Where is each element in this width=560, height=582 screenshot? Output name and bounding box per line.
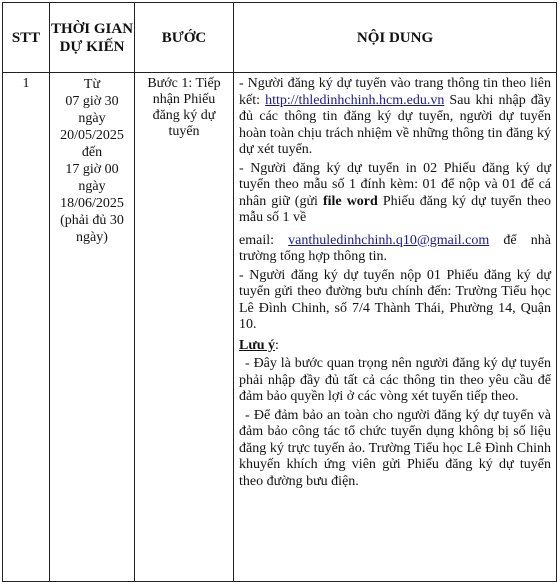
recruitment-schedule-table (2, 2, 557, 582)
website-link[interactable]: http://thledinhchinh.hcm.edu.vn (265, 92, 445, 108)
time-line: 20/05/2025 (60, 128, 124, 143)
paragraph-text: - Người đăng ký dự tuyển in 02 Phiếu đăng ký dự tuyển theo mẫu số 1 đính kèm: 01 để nộp và 01 để cá nhân giữ (gửi (239, 160, 551, 209)
note-label: Lưu ý (239, 337, 276, 353)
time-line: ngày (78, 111, 106, 126)
email-link[interactable]: vanthuledinhchinh.q10@gmail.com (288, 232, 490, 248)
time-line: Từ (83, 77, 101, 92)
file-word-emphasis: file word (322, 193, 378, 209)
note-item-1: - Đây là bước quan trọng nên người đăng ký dự tuyển phải nhập đầy đủ tất cả các thông tin theo yêu cầu để đảm bảo quyền lợi ở các vòng xét tuyển tiếp theo. (239, 356, 551, 404)
row-content (234, 73, 557, 582)
content-paragraph-4: - Người đăng ký dự tuyển nộp 01 Phiếu đăng ký dự tuyển gửi theo đường bưu chính đến: Trường Tiểu học Lê Đình Chinh, số 7/4 Thành Thái, Phường 14, Quận 10. (239, 267, 551, 332)
paragraph-text: Phiếu đăng ký dự tuyển theo mẫu số 1 về (239, 193, 552, 225)
content-paragraph-2 (239, 161, 551, 227)
table-row (3, 73, 557, 582)
email-label: email: (239, 232, 289, 248)
paragraph-text: Sau khi nhập đầy đủ các thông tin đăng ký dự tuyển, người dự tuyển hoàn toàn chịu trách nhiệm về những thông tin đăng ký dự xét tuyển. (239, 92, 551, 157)
paragraph-text: - Người đăng ký dự tuyển vào trang thông tin theo liên kết: (239, 76, 551, 108)
note-heading (239, 338, 551, 355)
header-time: THỜI GIAN DỰ KIẾN (50, 3, 135, 73)
header-stt: STT (3, 3, 50, 73)
header-step: BƯỚC (135, 3, 234, 73)
content-paragraph-1 (239, 76, 551, 159)
header-content: NỘI DUNG (234, 3, 557, 73)
time-line: 17 giờ 00 (65, 162, 119, 177)
time-line: đến (81, 145, 103, 160)
row-time (50, 73, 135, 582)
table-header-row (3, 3, 557, 73)
time-line: 18/06/2025 (60, 196, 124, 211)
paragraph-text: để nhà trường tổng hợp thông tin. (239, 232, 551, 264)
time-line: ngày (78, 179, 106, 194)
row-stt: 1 (3, 73, 50, 582)
time-line: 07 giờ 30 (65, 94, 119, 109)
content-paragraph-3 (239, 233, 551, 266)
note-item-2: - Để đảm bảo an toàn cho người đăng ký dự tuyển và đảm bảo công tác tổ chức tuyển dụng không bị số liệu đăng ký trực tuyến ảo. Trường Tiểu học Lê Đình Chinh khuyến khích ứng viên gửi Phiếu đăng ký dự tuyển theo đường bưu điện. (239, 407, 551, 489)
row-step: Bước 1: Tiếp nhận Phiếu đăng ký dự tuyển (135, 73, 234, 582)
note-colon: : (275, 337, 279, 353)
time-line: (phải đủ 30 ngày) (60, 213, 124, 245)
